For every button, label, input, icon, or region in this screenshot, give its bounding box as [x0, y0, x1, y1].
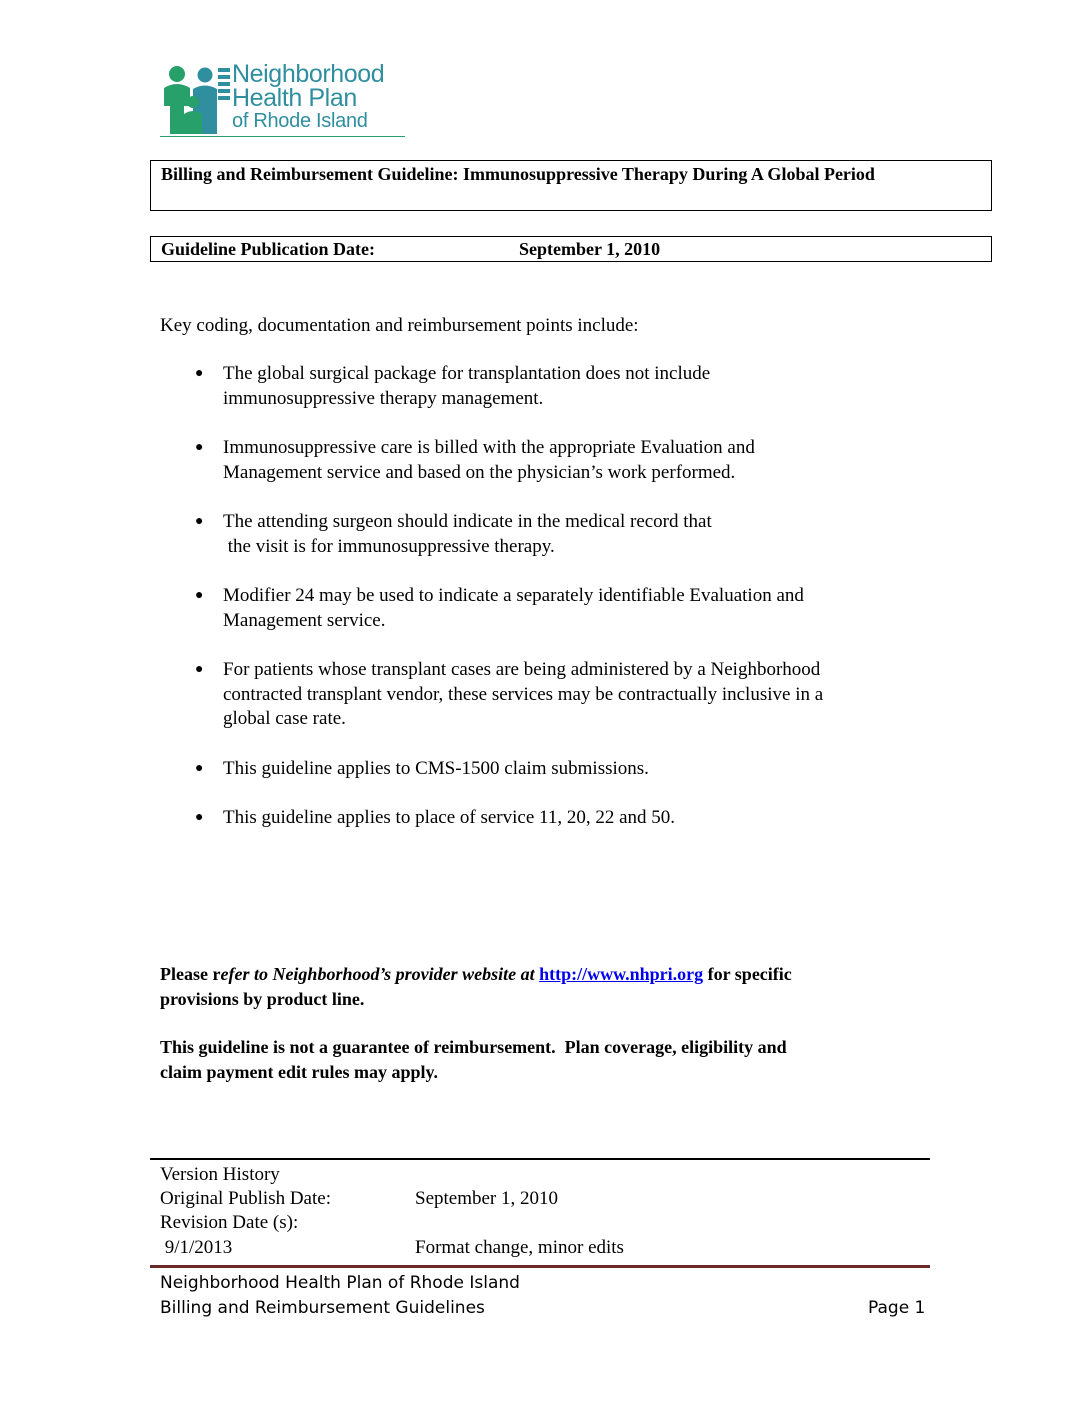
publication-date-label: Guideline Publication Date: [161, 239, 376, 259]
revision-note: Format change, minor edits [415, 1237, 624, 1258]
revision-date-value: 9/1/2013 [160, 1237, 233, 1258]
list-item-line: Modifier 24 may be used to indicate a separately identifiable Evaluation and [223, 585, 804, 606]
list-item-line: Management service and based on the physician’s work performed. [223, 461, 736, 483]
list-item [190, 584, 950, 633]
publication-date-box [150, 236, 992, 262]
bullet-icon: ● [195, 366, 204, 381]
bullet-icon: ● [195, 514, 204, 529]
bullet-icon: ● [195, 810, 204, 825]
disclaimer-line: This guideline is not a guarantee of reimbursement. Plan coverage, eligibility and [160, 1037, 787, 1057]
list-item-line: Management service. [223, 609, 386, 631]
footer-rule [150, 1265, 930, 1268]
list-item-line: the visit is for immunosuppressive therapy. [223, 535, 555, 557]
logo-underline [160, 136, 405, 137]
disclaimer-line: claim payment edit rules may apply. [160, 1062, 438, 1082]
version-history-top-rule [150, 1158, 930, 1160]
logo-line-1: Neighborhood [232, 60, 385, 88]
notice-line [160, 962, 920, 987]
key-points-list [190, 362, 950, 856]
list-item-line: global case rate. [223, 708, 346, 729]
list-item [190, 362, 950, 411]
logo-line-3: of Rhode Island [232, 110, 368, 132]
footer-org: Neighborhood Health Plan of Rhode Island [160, 1273, 520, 1293]
list-item [190, 757, 950, 782]
original-publish-value: September 1, 2010 [415, 1188, 559, 1209]
intro-text: Key coding, documentation and reimbursement points include: [160, 315, 639, 336]
bullet-icon: ● [195, 440, 204, 455]
family-figures-icon [160, 62, 232, 136]
notice-line: provisions by product line. [160, 989, 365, 1009]
notice-text: for specific [703, 964, 792, 984]
list-item [190, 510, 950, 559]
bullet-icon: ● [195, 588, 204, 603]
list-item [190, 436, 950, 485]
notice-text: Please r [160, 964, 221, 984]
guideline-title: Billing and Reimbursement Guideline: Immunosuppressive Therapy During A Global Period [161, 164, 875, 184]
provider-website-notice [160, 962, 920, 1012]
footer-doc-title: Billing and Reimbursement Guidelines [160, 1298, 485, 1318]
bullet-icon: ● [195, 760, 204, 776]
publication-date-value: September 1, 2010 [519, 239, 661, 259]
logo-wordmark [232, 62, 384, 132]
list-item-line: The global surgical package for transplantation does not include [223, 363, 711, 384]
reimbursement-disclaimer [160, 1035, 920, 1085]
logo [160, 62, 410, 140]
bullet-icon: ● [195, 662, 204, 677]
guideline-title-box [150, 160, 992, 211]
logo-line-2: Health Plan [232, 84, 357, 112]
list-item-line: contracted transplant vendor, these services may be contractually inclusive in a [223, 683, 824, 705]
page-number: Page 1 [868, 1298, 926, 1318]
list-item-line: For patients whose transplant cases are being administered by a Neighborhood [223, 659, 821, 680]
provider-website-link[interactable]: http://www.nhpri.org [539, 964, 704, 984]
version-history-heading: Version History [160, 1164, 280, 1185]
list-item-line: The attending surgeon should indicate in the medical record that [223, 511, 712, 532]
revision-date-label: Revision Date (s): [160, 1212, 299, 1233]
list-item-line: This guideline applies to place of service 11, 20, 22 and 50. [223, 807, 676, 828]
list-item-line: Immunosuppressive care is billed with the appropriate Evaluation and [223, 437, 755, 458]
list-item [190, 806, 950, 831]
original-publish-label: Original Publish Date: [160, 1188, 331, 1209]
list-item [190, 658, 950, 732]
list-item-line: immunosuppressive therapy management. [223, 387, 544, 409]
list-item-line: This guideline applies to CMS-1500 claim submissions. [223, 757, 649, 779]
notice-italic-text: efer to Neighborhood’s provider website at [220, 964, 535, 984]
